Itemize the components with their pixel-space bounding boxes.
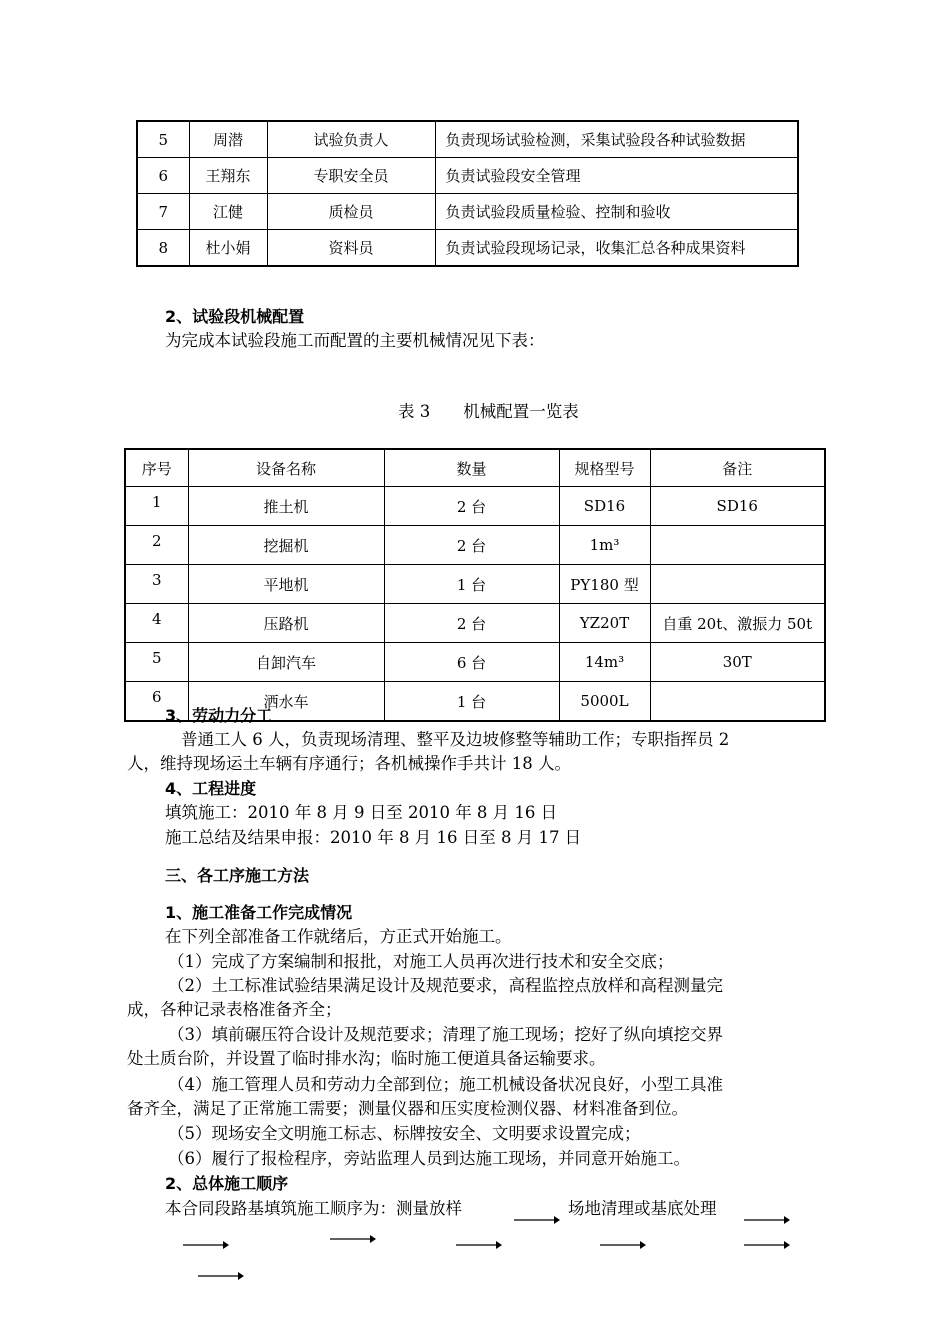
table-header-row xyxy=(125,449,825,487)
cell-duty: 负责试验段质量检验、控制和验收 xyxy=(435,194,798,230)
cell-no: 7 xyxy=(137,194,189,230)
cell-note xyxy=(650,565,825,604)
section-heading: 4、工程进度 xyxy=(165,779,257,798)
list-item: 成，各种记录表格准备齐全； xyxy=(127,1000,342,1019)
paragraph: 本合同段路基填筑施工顺序为：测量放样 xyxy=(165,1199,462,1218)
cell-qty: 2 台 xyxy=(384,604,559,643)
cell-no: 6 xyxy=(137,158,189,194)
table-row xyxy=(125,604,825,643)
cell-spec: 1m³ xyxy=(559,526,650,565)
cell-name: 推土机 xyxy=(188,487,384,526)
table-row xyxy=(137,121,798,158)
cell-no: 1 xyxy=(125,487,188,526)
table-row xyxy=(125,487,825,526)
arrow-icon xyxy=(514,1215,560,1225)
arrow-icon xyxy=(183,1240,229,1250)
arrow-icon xyxy=(198,1271,244,1281)
cell-note: SD16 xyxy=(650,487,825,526)
table-row xyxy=(125,565,825,604)
cell-name: 江健 xyxy=(189,194,267,230)
cell-qty: 2 台 xyxy=(384,487,559,526)
cell-duty: 负责现场试验检测，采集试验段各种试验数据 xyxy=(435,121,798,158)
cell-name: 挖掘机 xyxy=(188,526,384,565)
cell-note: 自重 20t、激振力 50t xyxy=(650,604,825,643)
table-row xyxy=(125,643,825,682)
flow-step: 场地清理或基底处理 xyxy=(568,1199,717,1218)
list-item: （4）施工管理人员和劳动力全部到位；施工机械设备状况良好，小型工具准 xyxy=(168,1075,723,1094)
cell-duty: 负责试验段安全管理 xyxy=(435,158,798,194)
list-item: 处土质台阶，并设置了临时排水沟；临时施工便道具备运输要求。 xyxy=(127,1049,606,1068)
cell-name: 压路机 xyxy=(188,604,384,643)
cell-no: 5 xyxy=(137,121,189,158)
list-item: 备齐全，满足了正常施工需要；测量仪器和压实度检测仪器、材料准备到位。 xyxy=(127,1099,688,1118)
section-heading: 2、试验段机械配置 xyxy=(165,307,305,326)
section-heading: 3、劳动力分工 xyxy=(165,706,273,725)
cell-note xyxy=(650,526,825,565)
paragraph: 人，维持现场运土车辆有序通行；各机械操作手共计 18 人。 xyxy=(127,754,571,773)
cell-spec: 5000L xyxy=(559,682,650,722)
cell-role: 资料员 xyxy=(267,230,435,267)
cell-note xyxy=(650,682,825,722)
table-row xyxy=(137,230,798,267)
list-item: （5）现场安全文明施工标志、标牌按安全、文明要求设置完成； xyxy=(168,1124,641,1143)
cell-no: 8 xyxy=(137,230,189,267)
cell-name: 洒水车 xyxy=(188,682,384,722)
cell-qty: 1 台 xyxy=(384,565,559,604)
column-header: 设备名称 xyxy=(188,449,384,487)
cell-name: 杜小娟 xyxy=(189,230,267,267)
cell-spec: SD16 xyxy=(559,487,650,526)
cell-no: 6 xyxy=(125,682,188,722)
cell-note: 30T xyxy=(650,643,825,682)
paragraph: 施工总结及结果申报：2010 年 8 月 16 日至 8 月 17 日 xyxy=(165,828,582,847)
arrow-icon xyxy=(330,1234,376,1244)
list-item: （2）土工标准试验结果满足设计及规范要求，高程监控点放样和高程测量完 xyxy=(168,976,723,995)
cell-name: 王翔东 xyxy=(189,158,267,194)
list-item: （1）完成了方案编制和报批，对施工人员再次进行技术和安全交底； xyxy=(168,952,674,971)
cell-name: 平地机 xyxy=(188,565,384,604)
column-header: 序号 xyxy=(125,449,188,487)
cell-name: 周潜 xyxy=(189,121,267,158)
cell-spec: PY180 型 xyxy=(559,565,650,604)
cell-name: 自卸汽车 xyxy=(188,643,384,682)
cell-spec: YZ20T xyxy=(559,604,650,643)
cell-qty: 2 台 xyxy=(384,526,559,565)
arrow-icon xyxy=(456,1240,502,1250)
cell-no: 3 xyxy=(125,565,188,604)
paragraph: 在下列全部准备工作就绪后，方正式开始施工。 xyxy=(165,927,512,946)
table-row xyxy=(137,158,798,194)
column-header: 规格型号 xyxy=(559,449,650,487)
cell-role: 质检员 xyxy=(267,194,435,230)
cell-qty: 6 台 xyxy=(384,643,559,682)
list-item: （6）履行了报检程序，旁站监理人员到达施工现场，并同意开始施工。 xyxy=(168,1149,690,1168)
cell-no: 2 xyxy=(125,526,188,565)
column-header: 数量 xyxy=(384,449,559,487)
paragraph: 填筑施工：2010 年 8 月 9 日至 2010 年 8 月 16 日 xyxy=(165,803,558,822)
part-heading: 三、各工序施工方法 xyxy=(165,866,310,885)
table-caption: 表 3 机械配置一览表 xyxy=(398,402,579,421)
column-header: 备注 xyxy=(650,449,825,487)
table-row xyxy=(137,194,798,230)
paragraph: 普通工人 6 人，负责现场清理、整平及边坡修整等辅助工作；专职指挥员 2 xyxy=(181,730,730,749)
arrow-icon xyxy=(744,1240,790,1250)
arrow-icon xyxy=(600,1240,646,1250)
arrow-icon xyxy=(744,1215,790,1225)
paragraph: 为完成本试验段施工而配置的主要机械情况见下表： xyxy=(165,331,545,350)
machine-table xyxy=(124,448,826,722)
cell-duty: 负责试验段现场记录，收集汇总各种成果资料 xyxy=(435,230,798,267)
section-heading: 1、施工准备工作完成情况 xyxy=(165,903,353,922)
cell-role: 专职安全员 xyxy=(267,158,435,194)
section-heading: 2、总体施工顺序 xyxy=(165,1174,289,1193)
cell-no: 5 xyxy=(125,643,188,682)
cell-no: 4 xyxy=(125,604,188,643)
staff-table xyxy=(136,120,799,267)
cell-spec: 14m³ xyxy=(559,643,650,682)
cell-qty: 1 台 xyxy=(384,682,559,722)
list-item: （3）填前碾压符合设计及规范要求；清理了施工现场；挖好了纵向填挖交界 xyxy=(168,1025,723,1044)
cell-role: 试验负责人 xyxy=(267,121,435,158)
table-row xyxy=(125,526,825,565)
